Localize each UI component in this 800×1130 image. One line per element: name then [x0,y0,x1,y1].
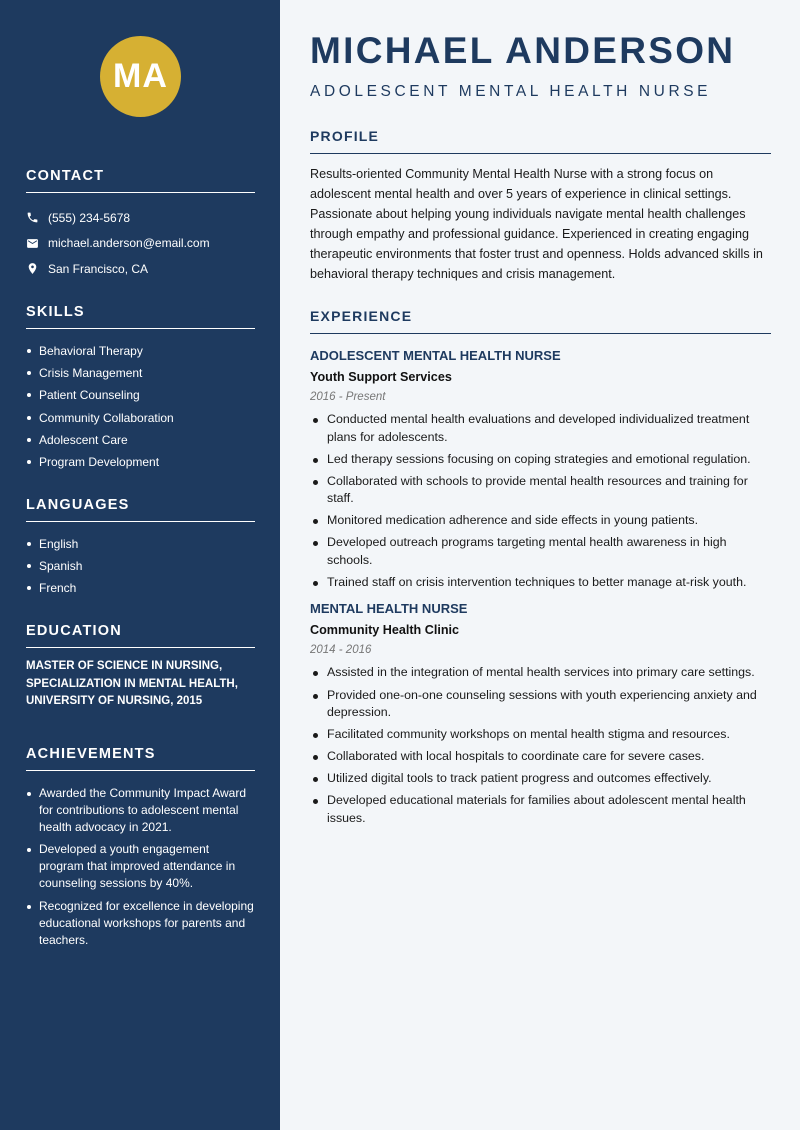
achievements-section [26,746,255,954]
sidebar [0,0,280,1130]
list-item: Developed outreach programs targeting mental health awareness in high schools. [310,534,771,569]
list-item: French [26,577,255,599]
profile-text: Results-oriented Community Mental Health Nurse with a strong focus on adolescent mental health and over 5 years of experience in clinical settings. Passionate about helping young individuals navigate mental health challenges through empathy and professional guidance. Experienced in creating engaging therapeutic environments that foster trust and openness. Holds advanced skills in behavioral therapy techniques and crisis management. [310,167,763,281]
avatar: MA [100,36,181,117]
education-heading: EDUCATION [26,623,255,648]
job-company: Community Health Clinic [310,623,460,638]
list-item: Utilized digital tools to track patient progress and outcomes effectively. [310,770,771,788]
email-text: michael.anderson@email.com [48,236,210,251]
skills-heading: SKILLS [26,304,255,329]
list-item: English [26,533,255,555]
list-item: Developed educational materials for families about adolescent mental health issues. [310,792,771,827]
achievements-heading: ACHIEVEMENTS [26,746,255,771]
education-text: MASTER OF SCIENCE IN NURSING, SPECIALIZATION IN MENTAL HEALTH, UNIVERSITY OF NURSING, 2015 [26,660,238,707]
achievements-list [26,785,255,949]
education-section [26,623,255,711]
list-item: Collaborated with schools to provide mental health resources and training for staff. [310,473,771,508]
list-item: Monitored medication adherence and side effects in young patients. [310,512,771,530]
list-item: Awarded the Community Impact Award for contributions to adolescent mental health advocacy in 2021. [26,785,255,836]
phone-text: (555) 234-5678 [48,210,131,225]
location-text: San Francisco, CA [48,261,149,276]
experience-section [310,308,771,832]
list-item: Conducted mental health evaluations and developed individualized treatment plans for adolescents. [310,411,771,446]
contact-email [26,231,255,257]
list-item: Adolescent Care [26,429,255,451]
list-item: Collaborated with local hospitals to coordinate care for severe cases. [310,748,771,766]
job-dates: 2014 - 2016 [310,644,372,657]
job-entry [310,601,771,827]
languages-section [26,497,255,600]
job-bullets [310,664,771,827]
job-title: MENTAL HEALTH NURSE [310,601,468,617]
list-item: Facilitated community workshops on mental health stigma and resources. [310,726,771,744]
job-title: ADOLESCENT MENTAL HEALTH NURSE [310,348,561,363]
skills-list [26,340,255,473]
job-dates: 2016 - Present [310,391,386,403]
job-title-header: ADOLESCENT MENTAL HEALTH NURSE [310,83,712,100]
phone-icon [26,211,39,224]
email-icon [26,237,39,250]
list-item: Community Collaboration [26,407,255,429]
contact-section [26,168,255,282]
skills-section [26,304,255,473]
languages-list [26,533,255,600]
list-item: Assisted in the integration of mental health services into primary care settings. [310,664,771,682]
list-item: Crisis Management [26,362,255,384]
location-pin-icon [26,262,39,275]
experience-heading: EXPERIENCE [310,308,771,334]
job-entry [310,348,771,591]
list-item: Program Development [26,451,255,473]
contact-heading: CONTACT [26,168,255,193]
contact-location [26,256,255,282]
list-item: Recognized for excellence in developing educational workshops for parents and teachers. [26,898,255,949]
list-item: Spanish [26,555,255,577]
candidate-name: MICHAEL ANDERSON [310,30,736,71]
list-item: Developed a youth engagement program that improved attendance in counseling sessions by 40%. [26,841,255,892]
languages-heading: LANGUAGES [26,497,255,522]
list-item: Provided one-on-one counseling sessions with youth experiencing anxiety and depression. [310,687,771,722]
contact-phone [26,205,255,231]
list-item: Patient Counseling [26,384,255,406]
list-item: Behavioral Therapy [26,340,255,362]
contact-list [26,205,255,282]
list-item: Trained staff on crisis intervention techniques to better manage at-risk youth. [310,574,771,592]
list-item: Led therapy sessions focusing on coping strategies and emotional regulation. [310,451,771,469]
profile-heading: PROFILE [310,128,771,154]
profile-section [310,128,771,284]
job-bullets [310,411,771,591]
job-company: Youth Support Services [310,370,452,384]
